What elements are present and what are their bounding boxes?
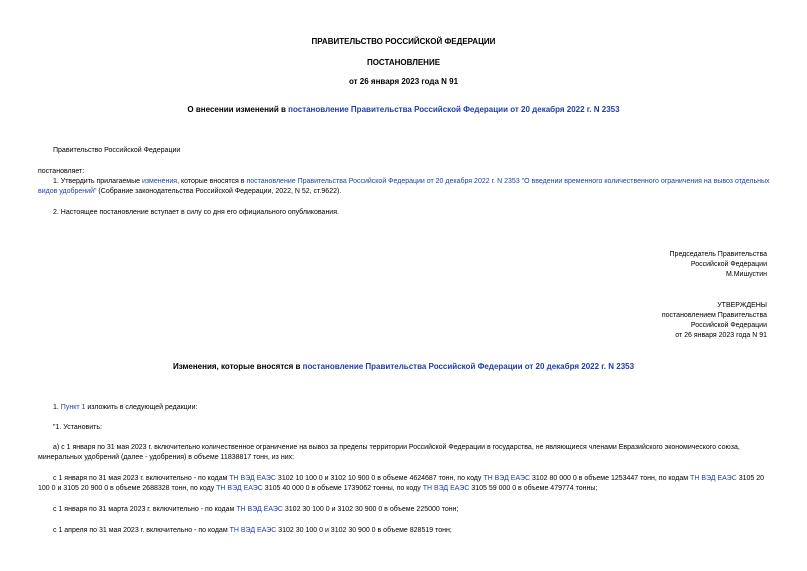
p5-text-b: 3102 30 100 0 и 3102 30 900 0 в объеме 225000 тонн; <box>282 506 459 513</box>
p5-text-a: с 1 января по 31 марта 2023 г. включительно - по кодам <box>53 506 237 513</box>
tnved-link[interactable]: ТН ВЭД ЕАЭС <box>229 475 276 482</box>
p4-text-c: 3102 80 000 0 в объеме 1253447 тонн, по кодам <box>530 475 691 482</box>
changes-title-prefix: Изменения, которые вносятся в <box>172 362 303 371</box>
signature-line-3: М.Мишустин <box>725 271 767 278</box>
p4-text-a: с 1 января по 31 мая 2023 г. включительно - по кодам <box>53 475 230 482</box>
p4-text-e: 3105 40 000 0 в объеме 1739062 тонны, по коду <box>262 485 423 492</box>
tnved-link[interactable]: ТН ВЭД ЕАЭС <box>236 506 283 513</box>
government-heading: ПРАВИТЕЛЬСТВО РОССИЙСКОЙ ФЕДЕРАЦИИ <box>311 37 496 46</box>
gov-text: Правительство Российской Федерации <box>53 147 181 154</box>
p4-text-f: 3105 59 000 0 в объеме 479774 тонны; <box>469 485 598 492</box>
item1-text-c: (Собрание законодательства Российской Федерации, 2022, N 52, ст.9622). <box>96 188 342 195</box>
title-link[interactable]: постановление Правительства Российской Федерации от 20 декабря 2022 г. N 2353 <box>288 105 620 114</box>
p6-text-a: с 1 апреля по 31 мая 2023 г. включительно - по кодам <box>53 527 230 534</box>
signature-line-2: Российской Федерации <box>690 261 767 268</box>
doc-type-heading: ПОСТАНОВЛЕНИЕ <box>366 58 441 67</box>
decrees-text: постановляет: <box>38 168 85 175</box>
tnved-link[interactable]: ТН ВЭД ЕАЭС <box>422 485 470 492</box>
approved-block <box>527 301 767 341</box>
p4-text-b: 3102 10 100 0 и 3102 10 900 0 в объеме 4624687 тонн, по коду <box>275 475 484 482</box>
p1-text-a: 1. <box>53 404 61 411</box>
changes-para-2: "1. Установить: <box>53 424 102 431</box>
p1-text-b: изложить в следующей редакции: <box>85 404 198 411</box>
changes-para-4 <box>38 474 773 494</box>
resolution-link[interactable]: постановление Правительства Российской Федерации от 20 декабря 2022 г. N 2353 "О введении временного количественного ограничения на вывоз отдельных видов удобрений" <box>38 178 770 195</box>
changes-title-link[interactable]: постановление Правительства Российской Федерации от 20 декабря 2022 г. N 2353 <box>302 362 635 371</box>
approved-line-2: постановлением Правительства <box>661 312 767 319</box>
changes-para-1 <box>38 403 773 413</box>
changes-para-5 <box>38 505 773 515</box>
p6-text-b: 3102 30 100 0 и 3102 30 900 0 в объеме 828519 тонн; <box>276 527 452 534</box>
item-1 <box>38 177 773 197</box>
changes-para-3: а) с 1 января по 31 мая 2023 г. включительно количественное ограничение на вывоз за пределы территории Российской Федерации в государства, не являющиеся членами Евразийского экономического союза, минеральных удобрений (далее - удобрения) в объеме 11838817 тонн, из них: <box>38 444 740 461</box>
item1-text-b: , которые вносятся в <box>177 178 247 185</box>
item1-text-a: 1. Утвердить прилагаемые <box>53 178 142 185</box>
changes-title <box>0 362 807 372</box>
tnved-link[interactable]: ТН ВЭД ЕАЭС <box>483 475 531 482</box>
tnved-link[interactable]: ТН ВЭД ЕАЭС <box>690 475 737 482</box>
changes-link[interactable]: изменения <box>141 178 178 185</box>
point-1-link[interactable]: Пункт 1 <box>60 404 86 411</box>
date-number-heading: от 26 января 2023 года N 91 <box>348 77 459 86</box>
tnved-link[interactable]: ТН ВЭД ЕАЭС <box>229 527 277 534</box>
title-prefix: О внесении изменений в <box>187 105 289 114</box>
approved-line-4: от 26 января 2023 года N 91 <box>675 332 767 339</box>
approved-line-1: УТВЕРЖДЕНЫ <box>717 302 767 309</box>
signature-line-1: Председатель Правительства <box>669 251 767 258</box>
changes-para-6 <box>38 526 773 536</box>
tnved-link[interactable]: ТН ВЭД ЕАЭС <box>216 485 263 492</box>
item-2: 2. Настоящее постановление вступает в силу со дня его официального опубликования. <box>53 209 339 216</box>
signature-block <box>527 250 767 280</box>
approved-line-3: Российской Федерации <box>690 322 767 329</box>
p4-text-d: 3105 20 100 0 и 3105 20 900 0 в объеме 2688328 тонн, по коду <box>38 475 764 492</box>
document-title <box>0 105 807 115</box>
